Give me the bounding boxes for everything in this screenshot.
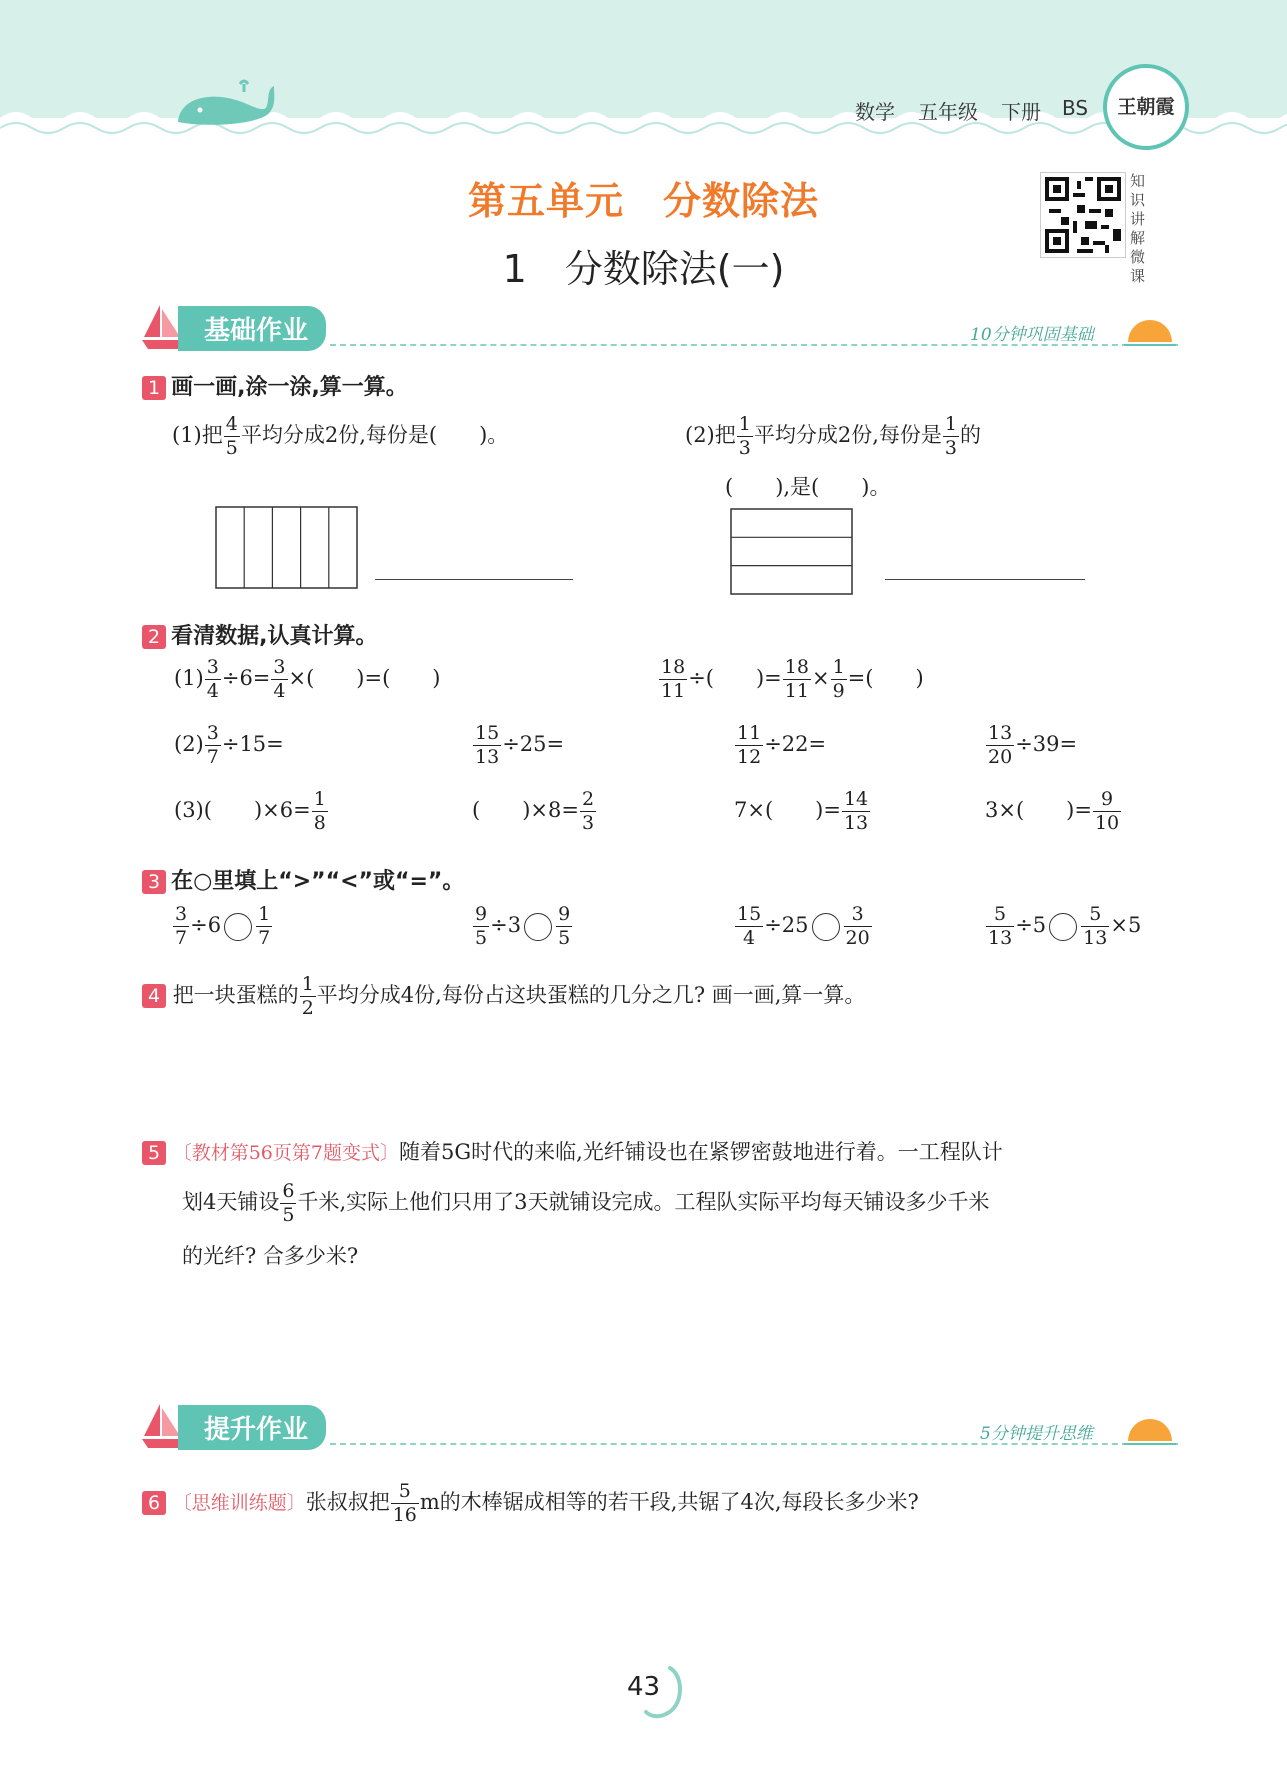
numerator: 5 [986, 905, 1014, 927]
q2-r1b-mid2: × [811, 666, 830, 690]
numerator: 3 [206, 656, 219, 678]
fraction [300, 975, 316, 1018]
numerator: 1 [832, 656, 845, 678]
q2-r1b-mid: ÷( )= [688, 666, 782, 690]
q3-op: ÷5 [1015, 913, 1047, 937]
q2-r3-pre: ( )×8= [472, 798, 579, 822]
denominator: 13 [1083, 927, 1108, 949]
numerator: 11 [737, 722, 762, 744]
denominator: 3 [581, 812, 595, 834]
q5-line2 [182, 1182, 990, 1225]
denominator: 4 [743, 927, 756, 949]
q6-number: 6 [142, 1491, 166, 1515]
q3-item [985, 905, 1141, 948]
denominator: 13 [988, 927, 1013, 949]
q6-text-a: 张叔叔把 [305, 1490, 390, 1514]
q3-heading [142, 864, 464, 895]
compare-circle[interactable] [224, 913, 252, 941]
q1-vertical-strips-diagram[interactable] [215, 506, 359, 590]
q4 [142, 975, 865, 1018]
numerator: 3 [175, 903, 188, 925]
q1-p2-text-b: 平均分成2份,每份是 [753, 423, 942, 447]
denominator: 10 [1094, 812, 1120, 834]
compare-circle[interactable] [812, 913, 840, 941]
q2-row1-a [174, 658, 440, 701]
denominator: 5 [475, 927, 488, 949]
q2-r3-pre: (3)( )×6= [174, 798, 311, 822]
numerator: 9 [1093, 790, 1121, 812]
q2-row3-item [985, 790, 1122, 833]
numerator: 3 [273, 656, 286, 678]
fraction [173, 905, 189, 948]
denominator: 20 [988, 746, 1013, 768]
header-volume: 下册 [1001, 100, 1041, 124]
q6 [142, 1482, 919, 1525]
q2-r2-post: ÷22= [764, 732, 827, 756]
q2-r1b-post: =( ) [847, 666, 924, 690]
q3-item [172, 905, 273, 948]
q1-p1-text-b: 平均分成2份,每份是( )。 [240, 423, 509, 447]
fraction [473, 724, 501, 767]
numerator: 18 [661, 656, 686, 678]
q2-r2-post: ÷15= [221, 732, 284, 756]
fraction [842, 790, 870, 833]
compare-circle[interactable] [524, 913, 552, 941]
numerator: 1 [258, 903, 271, 925]
denominator: 13 [843, 812, 869, 834]
denominator: 12 [737, 746, 762, 768]
q2-row2-item [985, 724, 1077, 767]
numerator: 15 [475, 722, 500, 744]
denominator: 5 [282, 1204, 295, 1226]
q2-r1a-post: ×( )=( ) [288, 666, 441, 690]
section-advanced-note: 5分钟提升思维 [980, 1424, 1093, 1444]
q3-op: ÷3 [490, 913, 522, 937]
numerator: 6 [282, 1180, 295, 1202]
q4-text-b: 平均分成4份,每份占这块蛋糕的几分之几? 画一画,算一算。 [316, 983, 866, 1007]
fraction [943, 415, 959, 458]
section-basic-label: 基础作业 [178, 306, 326, 351]
numerator: 3 [844, 905, 872, 927]
section-basic-note: 10分钟巩固基础 [970, 325, 1094, 345]
denominator: 7 [206, 746, 219, 768]
fraction [280, 1182, 296, 1225]
whale-icon [170, 78, 280, 128]
q1-title: 画一画,涂一涂,算一算。 [171, 375, 408, 400]
q5-text-line2a: 划4天铺设 [182, 1190, 280, 1214]
page-number: 43 [626, 1672, 661, 1702]
q1-part1 [172, 415, 508, 458]
numerator: 5 [391, 1482, 419, 1504]
q5-text-line1: 随着5G时代的来临,光纤铺设也在紧锣密鼓地进行着。一工程队计 [398, 1140, 1003, 1164]
q2-r2-post: ÷39= [1015, 732, 1078, 756]
q1-p2-text-c: 的 [959, 423, 981, 447]
q5-text-line2b: 千米,实际上他们只用了3天就铺设完成。工程队实际平均每天铺设多少千米 [297, 1190, 990, 1214]
fraction [844, 905, 872, 948]
denominator: 5 [558, 927, 571, 949]
numerator: 1 [313, 788, 326, 810]
sunset-icon [1122, 312, 1178, 348]
q4-number: 4 [142, 984, 166, 1008]
q1-heading [142, 370, 408, 401]
numerator: 5 [1081, 905, 1109, 927]
denominator: 11 [784, 680, 809, 702]
denominator: 4 [206, 680, 219, 702]
numerator: 1 [301, 973, 314, 995]
denominator: 8 [313, 812, 326, 834]
q2-row3-item [734, 790, 871, 833]
denominator: 13 [475, 746, 500, 768]
denominator: 16 [392, 1504, 417, 1526]
numerator: 18 [784, 656, 809, 678]
fraction [735, 724, 763, 767]
fraction [580, 790, 596, 833]
denominator: 9 [832, 680, 845, 702]
numerator: 9 [558, 903, 571, 925]
q2-title: 看清数据,认真计算。 [171, 624, 378, 649]
fraction [986, 724, 1014, 767]
q3-item [734, 905, 873, 948]
fraction [735, 905, 763, 948]
section-advanced-label: 提升作业 [178, 1405, 326, 1450]
denominator: 20 [845, 927, 870, 949]
numerator: 9 [475, 903, 488, 925]
q3-post: ×5 [1110, 913, 1142, 937]
q3-op: ÷6 [190, 913, 222, 937]
fraction [271, 658, 287, 701]
fraction [312, 790, 328, 833]
q5-number: 5 [142, 1141, 166, 1165]
fraction [224, 415, 240, 458]
q4-text-a: 把一块蛋糕的 [172, 983, 299, 1007]
q1-p1-text-a: (1)把 [172, 423, 223, 447]
denominator: 2 [301, 997, 314, 1019]
q2-row2-item [174, 724, 284, 767]
q3-number: 3 [142, 870, 166, 894]
numerator: 2 [581, 788, 595, 810]
header-edition: BS [1062, 96, 1089, 120]
q2-r3-pre: 3×( )= [985, 798, 1092, 822]
numerator: 4 [225, 413, 238, 435]
q1-answer-line-1[interactable] [375, 579, 573, 580]
qr-code[interactable] [1040, 172, 1126, 258]
fraction [1093, 790, 1121, 833]
q2-r1a-mid: ÷6= [221, 666, 271, 690]
q2-row2-item [472, 724, 564, 767]
fraction [205, 658, 221, 701]
denominator: 3 [944, 437, 957, 459]
numerator: 1 [738, 413, 751, 435]
qr-label: 知识讲解微课 [1130, 172, 1146, 285]
q2-row3-item [472, 790, 597, 833]
fraction [659, 658, 687, 701]
lesson-title: 1 分数除法(一) [502, 247, 785, 291]
fraction [831, 658, 847, 701]
fraction [473, 905, 489, 948]
q3-title: 在○里填上“>”“<”或“=”。 [171, 869, 465, 894]
denominator: 3 [738, 437, 751, 459]
header-grade: 五年级 [918, 100, 978, 124]
q5-line1 [142, 1136, 1003, 1166]
q3-op: ÷25 [764, 913, 809, 937]
denominator: 5 [225, 437, 238, 459]
denominator: 4 [273, 680, 286, 702]
q6-source-tag: 〔思维训练题〕 [172, 1492, 306, 1514]
q2-row3-item [174, 790, 329, 833]
denominator: 7 [258, 927, 271, 949]
compare-circle[interactable] [1049, 913, 1077, 941]
q5-line3: 的光纤? 合多少米? [182, 1244, 359, 1268]
unit-title: 第五单元 分数除法 [467, 178, 819, 223]
brand-logo-text: 王朝霞 [1117, 96, 1175, 118]
q2-r1a-pre: (1) [174, 666, 204, 690]
q2-r2-post: ÷25= [502, 732, 565, 756]
q1-horizontal-strips-diagram[interactable] [730, 508, 854, 596]
q1-part2-line2: ( ),是( )。 [725, 475, 891, 499]
denominator: 7 [175, 927, 188, 949]
fraction [391, 1482, 419, 1525]
q6-text-b: m的木棒锯成相等的若干段,共锯了4次,每段长多少米? [419, 1490, 919, 1514]
numerator: 1 [944, 413, 957, 435]
fraction [205, 724, 221, 767]
fraction [783, 658, 811, 701]
denominator: 11 [661, 680, 686, 702]
q2-row2-item [734, 724, 826, 767]
q1-part2 [685, 415, 981, 458]
numerator: 13 [988, 722, 1013, 744]
q2-r3-pre: 7×( )= [734, 798, 841, 822]
fraction [986, 905, 1014, 948]
brand-logo [1103, 64, 1189, 150]
q1-answer-line-2[interactable] [885, 579, 1085, 580]
numerator: 3 [206, 722, 219, 744]
q3-item [472, 905, 573, 948]
q2-r2-pre: (2) [174, 732, 204, 756]
q1-number: 1 [142, 376, 166, 400]
sunset-icon [1122, 1411, 1178, 1447]
fraction [737, 415, 753, 458]
q5-source-tag: 〔教材第56页第7题变式〕 [172, 1142, 399, 1164]
fraction [556, 905, 572, 948]
fraction [256, 905, 272, 948]
numerator: 14 [843, 788, 869, 810]
q2-row1-b [658, 658, 924, 701]
q2-number: 2 [142, 625, 166, 649]
q1-p2-text-a: (2)把 [685, 423, 736, 447]
fraction [1081, 905, 1109, 948]
q2-heading [142, 619, 377, 650]
header-subject: 数学 [855, 100, 895, 124]
numerator: 15 [737, 903, 762, 925]
